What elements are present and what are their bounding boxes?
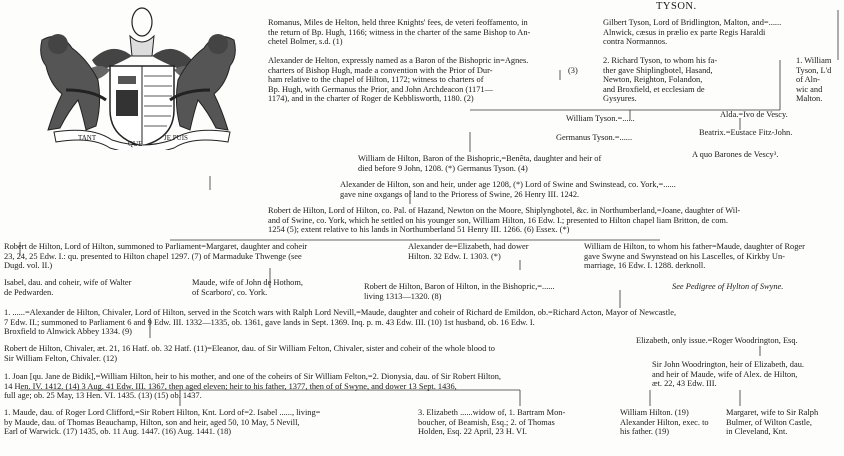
block-alda: Alda.=Ivo de Vescy. — [720, 110, 788, 119]
block-germanus: Germanus Tyson.=...... — [556, 133, 633, 142]
text-line: 1. ......=Alexander de Hilton, Chivaler, Lord of Hilton, served in the Scotch wars with Ralph Lord Nevill,=Maude, daughter and coheir of Richard de Emildon, ob.=Richard Acton, Mayor of Newcastle, — [4, 308, 677, 317]
text-line: full age; ob. 25 May, 13 Hen. VI. 1435. (13) (15) ob. 1437. — [4, 391, 202, 401]
text-line: 23, 24, 25 Edw. I.: qu. presented to Hilton chapel 1297. (7) of Marmaduke Thwenge (see — [4, 251, 302, 261]
text-line: æt. 22, 43 Edw. III. — [652, 379, 717, 389]
block-agnes-note: (3) — [568, 66, 578, 75]
text-line: Isabel, dau. and coheir, wife of Walter — [4, 278, 132, 287]
text-line: Alexander de=Elizabeth, had dower — [408, 242, 529, 251]
text-line: Newton, Reighton, Folandon, — [603, 75, 703, 85]
text-line: Robert de Hilton, Lord of Hilton, co. Pal. of Hazand, Newton on the Moore, Shiplyngbotel, &c. in Northumberland,=Joane, daughter of Wil- — [268, 206, 741, 215]
block-william-tyson1 — [796, 56, 831, 104]
text-line: by Maude, dau. of Thomas Beauchamp, Hilton, son and heir, aged 50, 10 May, 5 Nevill, — [4, 417, 300, 427]
text-line: Maude, wife of John de Hothom, — [192, 278, 303, 287]
text-line: William de Hilton, Baron of the Bishopric,=Benêta, daughter and heir of — [358, 154, 602, 163]
text-line: died before 9 John, 1208. (*) Germanus Tyson. (4) — [358, 163, 528, 173]
text-line: 1254 (5); extent relative to his lands in Northumberland 51 Henry III. 1266. (6) Essex. (*) — [268, 225, 570, 235]
block-gilbert — [603, 18, 781, 47]
text-line: Hilton. 32 Edw. I. 1303. (*) — [408, 251, 501, 261]
text-line: contra Normannos. — [603, 37, 668, 47]
text-line: 2. Richard Tyson, to whom his fa- — [603, 56, 718, 65]
block-beatrix: Beatrix.=Eustace Fitz-John. — [699, 128, 793, 137]
text-line: Alexander Hilton, exec. to — [620, 417, 709, 427]
text-line: 7 Edw. II.; summoned to Parliament 6 and 9 Edw. III. 1332—1335, ob. 1361, gave lands in Sept. 1369. Inq. p. m. 43 Edw. III. (10) 1st husband, ob. 16 Edw. I. — [4, 317, 535, 327]
text-line: Holden, Esq. 22 April, 23 H. VI. — [418, 427, 527, 437]
text-line: of Aln- — [796, 75, 820, 85]
block-alexander3 — [408, 242, 529, 261]
text-line: de Pedwarden. — [4, 287, 54, 297]
text-line: the return of Bp. Hugh, 1166; witness in the charter of the same Bishop to An- — [268, 27, 531, 37]
text-line: Robert de Hilton, Baron of Hilton, in the Bishopric,=...... — [364, 282, 555, 291]
block-robert2 — [4, 242, 307, 271]
link-see-pedigree[interactable]: See Pedigree of Hylton of Swyne. — [672, 282, 784, 291]
block-vescy: A quo Barones de Vescy³. — [692, 150, 779, 159]
text-line: 1. William — [796, 56, 832, 65]
text-line: his father. (19) — [620, 427, 670, 437]
text-line: gave Swyne and Swynstead on his Lascelles, of Kirkby Un- — [584, 251, 785, 261]
text-line: Tyson, L'd — [796, 65, 832, 75]
block-william-tyson2: William Tyson.=...... — [566, 114, 635, 123]
text-line: Alexander de Helton, expressly named as a Baron of the Bishopric in=Agnes. — [268, 56, 529, 65]
motto-center: QUE — [128, 140, 143, 148]
block-richard — [603, 56, 717, 104]
text-line: in Cleveland, Knt. — [726, 427, 788, 437]
motto-left: TANT — [78, 134, 97, 142]
text-line: wic and — [796, 84, 823, 94]
page-title: TYSON. — [656, 1, 697, 12]
text-line: Dugd. vol. II.) — [4, 261, 53, 271]
text-line: Bp. Hugh, with Germanus the Prior, and John Archdeacon (1171— — [268, 84, 493, 94]
block-isabel — [4, 278, 131, 297]
block-elizabeth-beamish — [418, 408, 565, 437]
motto-right: JE PUIS — [164, 134, 188, 142]
text-line: William de Hilton, to whom his father=Maude, daughter of Roger — [584, 242, 805, 251]
block-margaret — [726, 408, 818, 437]
block-maude-hothom — [192, 278, 303, 297]
block-robert1 — [268, 206, 740, 235]
text-line: of Scarboro', co. York. — [192, 287, 268, 297]
text-line: Sir William Felton, Chivaler. (12) — [4, 353, 118, 363]
text-line: chetel Bolmer, s.d. (1) — [268, 37, 343, 47]
block-alexander1 — [268, 56, 528, 104]
block-robert3 — [364, 282, 555, 301]
block-woodrington — [652, 360, 804, 389]
text-line: living 1313—1320. (8) — [364, 291, 442, 301]
text-line: 1. Joan [qu. Jane de Bidik],=William Hilton, heir to his mother, and one of the coheirs of Sir William Felton,=2. Dionysia, dau. of Sir Robert Hilton, — [4, 372, 501, 381]
text-line: and of Swine, co. York, which he settled on his younger son, William Hilton, 16 Edw. I.; presented to Hilton chapel liam Britton, de com. — [268, 215, 728, 225]
block-alexander2 — [340, 180, 676, 199]
text-line: Broxfield to Alnwick Abbey 1334. (9) — [4, 327, 132, 337]
text-line: Alexander de Hilton, son and heir, under age 1208, (*) Lord of Swine and Swinstead, co. York,=...... — [340, 180, 676, 189]
text-line: ham relative to the chapel of Hilton, 1172; witness to charters of — [268, 75, 484, 85]
text-line: Malton. — [796, 94, 823, 104]
text-line: boucher, of Beamish, Esq.; 2. of Thomas — [418, 417, 555, 427]
text-line: Earl of Warwick. (17) 1435, ob. 11 Aug. 1447. (16) Aug. 1441. (18) — [4, 427, 232, 437]
block-robert4 — [4, 344, 495, 363]
text-line: Gysyures. — [603, 94, 637, 104]
block-william-swyne — [584, 242, 805, 271]
text-line: William Hilton. (19) — [620, 408, 689, 417]
block-william-hilton — [358, 154, 601, 173]
text-line: 1. Maude, dau. of Roger Lord Clifford,=Sir Robert Hilton, Knt. Lord of=2. Isabel ......, living= — [4, 408, 321, 417]
block-romanus — [268, 18, 530, 47]
text-line: and heir of Maude, wife of Alex. de Hilton, — [652, 369, 798, 379]
block-william4 — [4, 372, 501, 401]
text-line: Margaret, wife to Sir Ralph — [726, 408, 819, 417]
text-line: and Broxfield, et ecclesiam de — [603, 84, 705, 94]
text-line: Robert de Hilton, Lord of Hilton, summoned to Parliament=Margaret, daughter and coheir — [4, 242, 308, 251]
block-maude-clifford — [4, 408, 320, 437]
text-line: 1174), and in the charter of Roger de Kebblisworth, 1180. (2) — [268, 94, 474, 104]
text-line: Bulmer, of Wilton Castle, — [726, 417, 812, 427]
text-line: Alnwick, cæsus in prælio ex parte Regis Haraldi — [603, 27, 766, 37]
text-line: Romanus, Miles de Helton, held three Knights' fees, de veteri feoffamento, in — [268, 18, 528, 27]
block-elizabeth-only: Elizabeth, only issue.=Roger Woodrington, Esq. — [636, 336, 798, 345]
text-line: marriage, 16 Edw. I. 1288. derknoll. — [584, 261, 706, 271]
text-line: gave nine oxgangs of land to the Prioress of Swine, 26 Henry III. 1242. — [340, 189, 580, 199]
text-line: 3. Elizabeth ......widow of, 1. Bartram Mon- — [418, 408, 566, 417]
text-line: ther gave Shiplingbotel, Hasand, — [603, 65, 713, 75]
text-line: charters of Bishop Hugh, made a convention with the Prior of Dur- — [268, 65, 493, 75]
block-alexander4 — [4, 308, 676, 337]
text-line: Robert de Hilton, Chivaler, æt. 21, 16 Hatf. ob. 32 Hatf. (11)=Eleanor, dau. of Sir William Felton, Chivaler, sister and coheir of the whole blood to — [4, 344, 495, 353]
block-william-alex — [620, 408, 709, 437]
text-line: Sir John Woodrington, heir of Elizabeth, dau. — [652, 360, 804, 369]
text-line: 14 Hen. IV. 1412. (14) 3 Aug. 41 Edw. III. 1367, then aged eleven; heir to his father, 1377, then of of Swyne, and dower 13 Sept. 1436, — [4, 381, 457, 391]
text-line: Gilbert Tyson, Lord of Bridlington, Malton, and=...... — [603, 18, 782, 27]
